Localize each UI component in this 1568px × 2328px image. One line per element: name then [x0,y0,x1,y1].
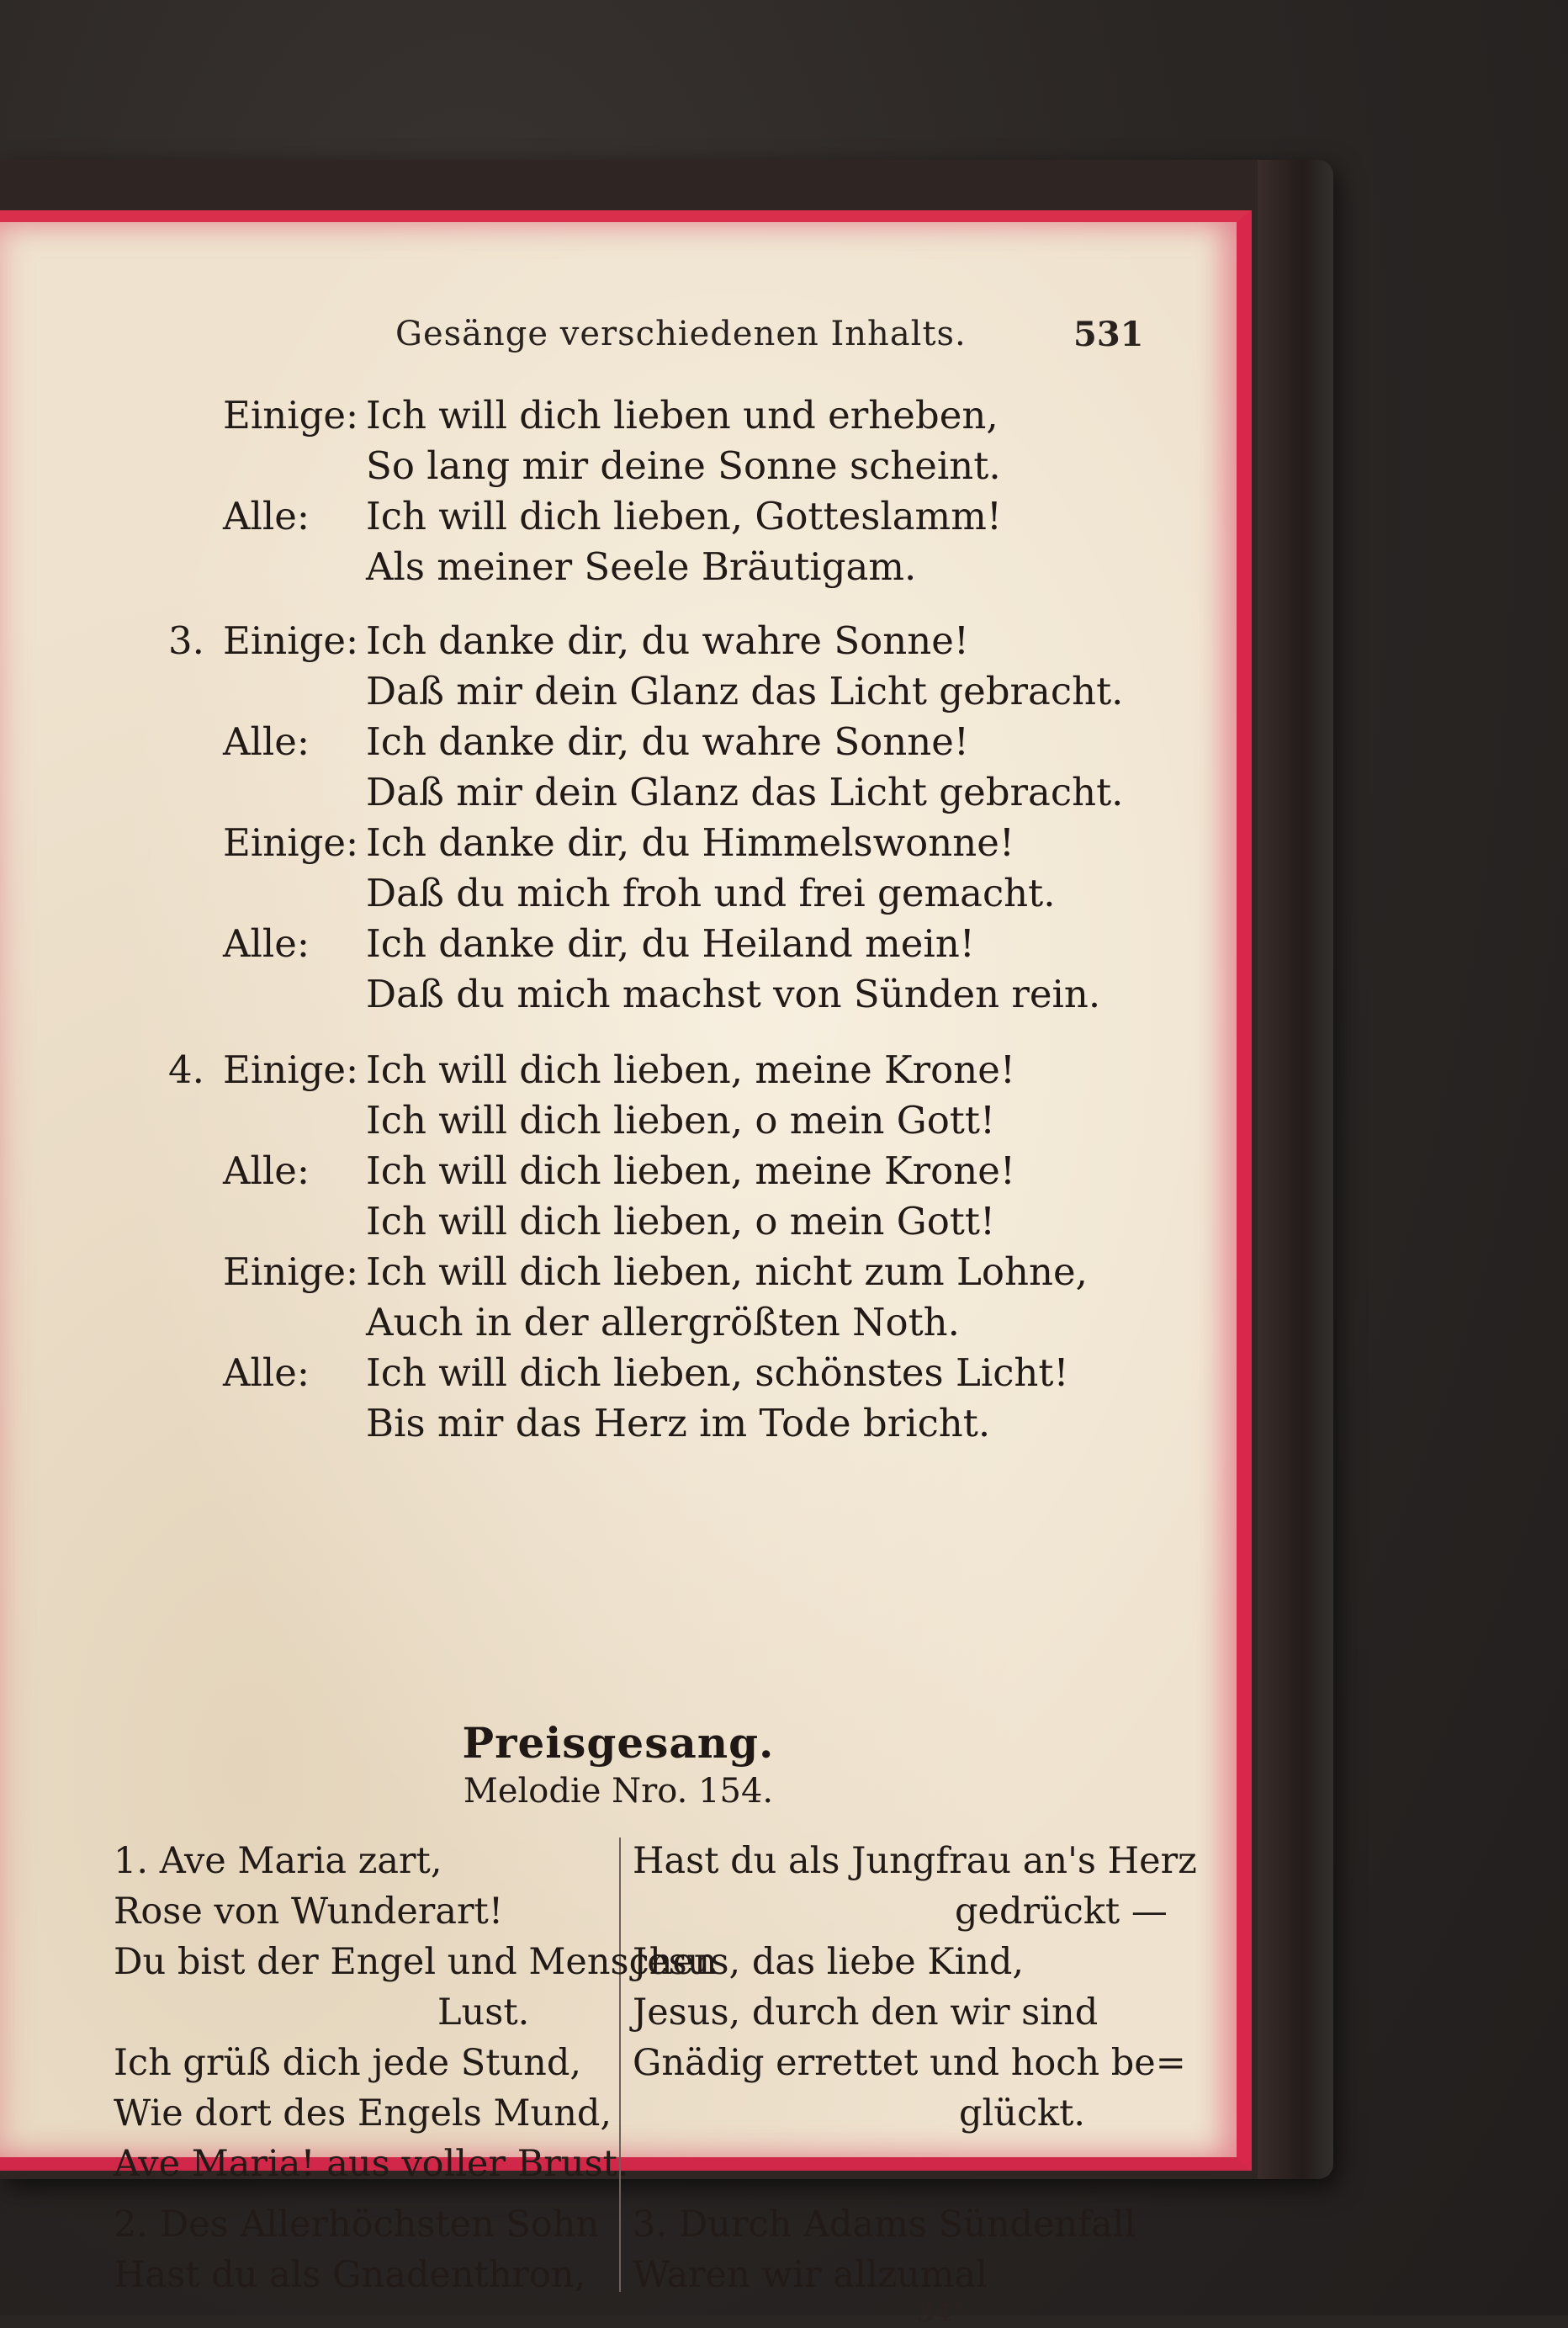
verse-text: So lang mir deine Sonne scheint. [366,443,1001,488]
verse-text: Bis mir das Herz im Tode bricht. [366,1401,991,1445]
section-title: Preisgesang. [462,1718,775,1768]
verse-number: 3. [168,618,204,663]
melody-reference: Melodie Nro. 154. [463,1772,774,1811]
left-column-line: Ich grüß dich jede Stund, [114,2042,582,2084]
running-title: Gesänge verschiedenen Inhalts. [395,315,967,353]
verse-text: Ich will dich lieben und erheben, [366,393,999,437]
right-column-line: Waren wir allzumal [633,2254,988,2296]
verse-text: Daß mir dein Glanz das Licht gebracht. [366,669,1124,713]
verse-text: Ich will dich lieben, meine Krone! [366,1047,1015,1092]
left-column-line: Ave Maria! aus voller Brust. [114,2143,629,2185]
verse-text: Als meiner Seele Bräutigam. [366,544,917,589]
left-column-line: 1. Ave Maria zart, [114,1840,442,1882]
verse-text: Ich danke dir, du wahre Sonne! [366,719,969,764]
right-column-line: Jesus, das liebe Kind, [633,1941,1025,1983]
speaker-label: Einige: [223,1047,359,1092]
verse-text: Ich will dich lieben, Gotteslamm! [366,494,1002,538]
verse-text: Ich danke dir, du Himmelswonne! [366,820,1014,865]
left-column-line: Hast du als Gnadenthron, [114,2254,586,2296]
speaker-label: Alle: [223,494,310,538]
book-page [0,210,1252,2328]
verse-text: Ich will dich lieben, nicht zum Lohne, [366,1249,1088,1294]
speaker-label: Einige: [223,1249,359,1294]
speaker-label: Alle: [223,719,310,764]
speaker-label: Einige: [223,820,359,865]
speaker-label: Einige: [223,618,359,663]
right-column-line: glückt. [959,2092,1086,2134]
verse-text: Ich danke dir, du wahre Sonne! [366,618,969,663]
verse-number: 4. [168,1047,204,1092]
verse-text: Auch in der allergrößten Noth. [366,1300,960,1344]
left-column-line: 2. Des Allerhöchsten Sohn [114,2203,600,2246]
speaker-label: Alle: [223,1148,310,1193]
running-head [0,315,1237,365]
verse-text: Daß du mich froh und frei gemacht. [366,871,1056,915]
right-column-line: 3. Durch Adams Sündenfall [633,2203,1136,2246]
left-column-line: Wie dort des Engels Mund, [114,2092,612,2134]
speaker-label: Alle: [223,921,310,966]
right-column-line: gedrückt — [955,1891,1168,1933]
verse-text: Daß du mich machst von Sünden rein. [366,972,1101,1016]
page-number: 531 [1073,315,1144,354]
signature-mark: 34* [917,2299,966,2328]
verse-text: Daß mir dein Glanz das Licht gebracht. [366,770,1124,814]
verse-text: Ich will dich lieben, o mein Gott! [366,1098,996,1143]
left-column-line: Du bist der Engel und Menschen [114,1941,718,1983]
verse-text: Ich will dich lieben, o mein Gott! [366,1199,996,1244]
verse-text: Ich will dich lieben, meine Krone! [366,1148,1015,1193]
right-column-line: Gnädig errettet und hoch be= [633,2042,1186,2084]
verse-text: Ich danke dir, du Heiland mein! [366,921,975,966]
left-column-line: Lust. [437,1991,530,2034]
speaker-label: Alle: [223,1350,310,1395]
right-column-line: Jesus, durch den wir sind [633,1991,1099,2034]
right-column-line: Hast du als Jungfrau an's Herz [633,1840,1197,1882]
left-column-line: Rose von Wunderart! [114,1891,504,1933]
column-divider [619,1837,621,2292]
speaker-label: Einige: [223,393,359,437]
verse-text: Ich will dich lieben, schönstes Licht! [366,1350,1069,1395]
